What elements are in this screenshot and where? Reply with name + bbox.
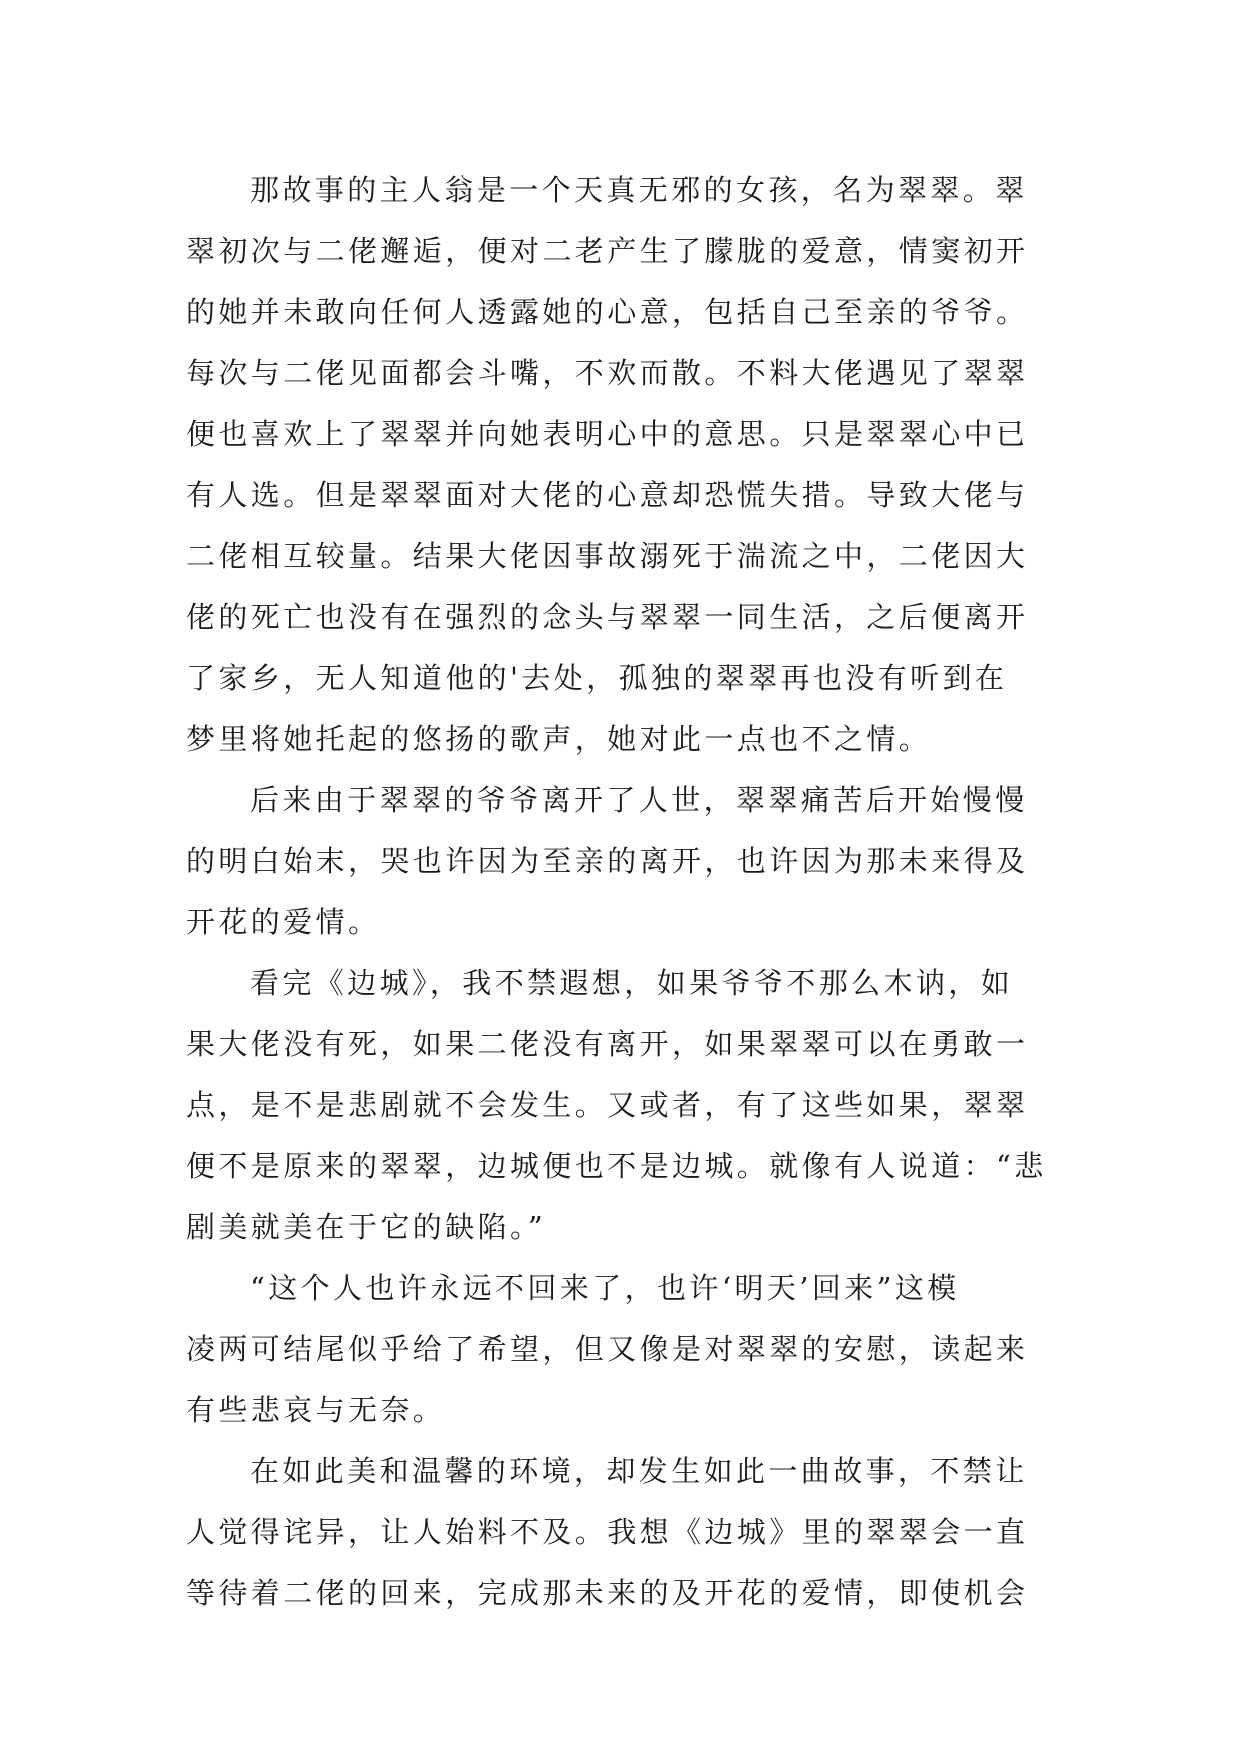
text-line: 每次与二佬见面都会斗嘴，不欢而散。不料大佬遇见了翠翠	[186, 356, 1029, 390]
text-line: 了家乡，无人知道他的'去处，孤独的翠翠再也没有听到在	[186, 661, 1008, 695]
text-line: 的她并未敢向任何人透露她的心意，包括自己至亲的爷爷。	[186, 295, 1029, 329]
text-line: 那故事的主人翁是一个天真无邪的女孩，名为翠翠。翠	[250, 173, 1028, 207]
text-line: 人觉得诧异，让人始料不及。我想《边城》里的翠翠会一直	[186, 1515, 1029, 1549]
text-line: 点，是不是悲剧就不会发生。又或者，有了这些如果，翠翠	[186, 1088, 1029, 1122]
text-line: 果大佬没有死，如果二佬没有离开，如果翠翠可以在勇敢一	[186, 1027, 1029, 1061]
text-line: 凌两可结尾似乎给了希望，但又像是对翠翠的安慰，读起来	[186, 1332, 1029, 1366]
text-line: 看完《边城》，我不禁遐想，如果爷爷不那么木讷，如	[250, 966, 1014, 1000]
text-line: 二佬相互较量。结果大佬因事故溺死于湍流之中，二佬因大	[186, 539, 1029, 573]
text-line: 等待着二佬的回来，完成那未来的及开花的爱情，即使机会	[186, 1576, 1029, 1610]
text-line: 有人选。但是翠翠面对大佬的心意却恐慌失措。导致大佬与	[186, 478, 1029, 512]
text-line: 梦里将她托起的悠扬的歌声，她对此一点也不之情。	[186, 722, 932, 756]
text-line: 翠初次与二佬邂逅，便对二老产生了朦胧的爱意，情窦初开	[186, 234, 1029, 268]
text-line: 便也喜欢上了翠翠并向她表明心中的意思。只是翠翠心中已	[186, 417, 1029, 451]
text-line: 的明白始末，哭也许因为至亲的离开，也许因为那未来得及	[186, 844, 1029, 878]
text-line: 有些悲哀与无奈。	[186, 1393, 446, 1427]
text-line: 佬的死亡也没有在强烈的念头与翠翠一同生活，之后便离开	[186, 600, 1029, 634]
text-line: 在如此美和温馨的环境，却发生如此一曲故事，不禁让	[250, 1454, 1028, 1488]
text-line: 剧美就美在于它的缺陷。”	[186, 1210, 547, 1244]
text-line: “这个人也许永远不回来了，也许‘明天’回来”这模	[250, 1271, 960, 1305]
body-text	[186, 160, 1066, 1624]
text-line: 开花的爱情。	[186, 905, 381, 939]
text-line: 后来由于翠翠的爷爷离开了人世，翠翠痛苦后开始慢慢	[250, 783, 1028, 817]
text-line: 便不是原来的翠翠，边城便也不是边城。就像有人说道：“悲	[186, 1149, 1047, 1183]
